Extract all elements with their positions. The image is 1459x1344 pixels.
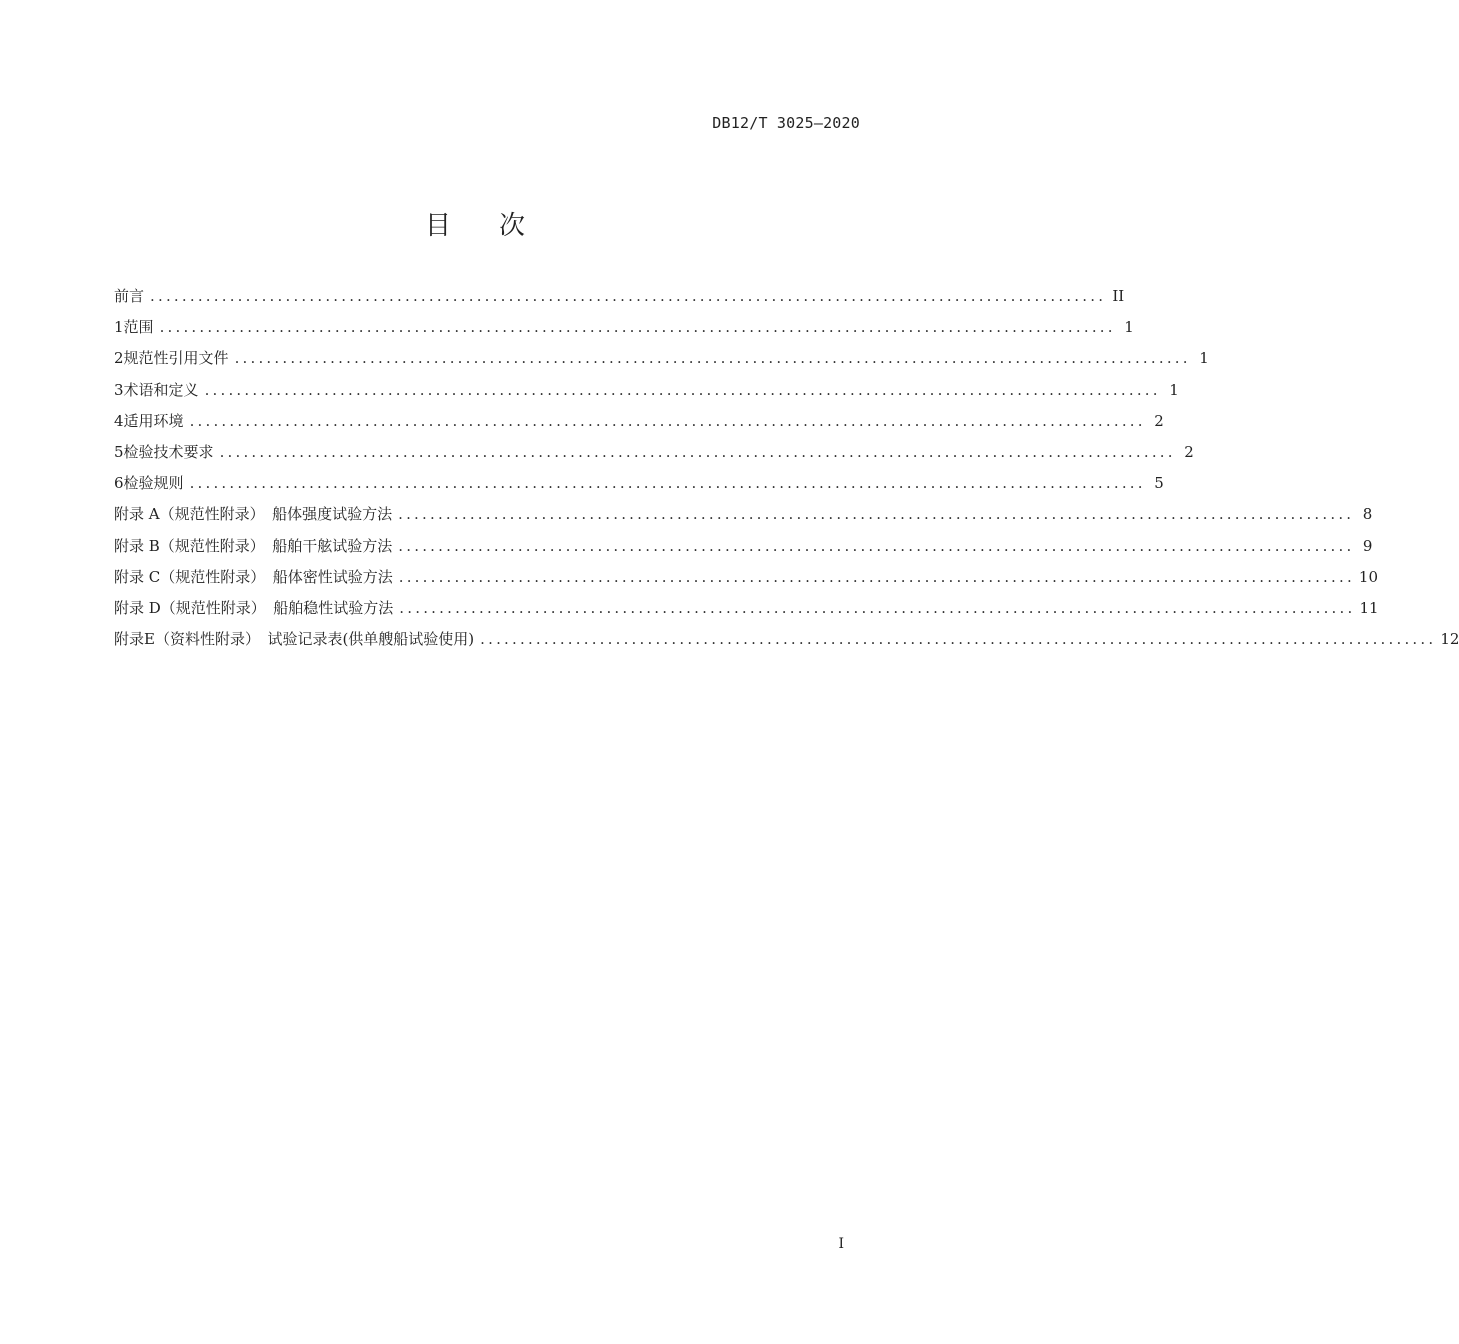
toc-entry-number: 6 bbox=[114, 474, 124, 493]
toc-entry-appendix-b[interactable] bbox=[114, 535, 1373, 566]
toc-leader-dots: ........................................................................................................................ bbox=[189, 411, 1146, 430]
toc-leader-dots: ........................................................................................................................ bbox=[219, 442, 1176, 461]
toc-entry-number: 4 bbox=[114, 411, 124, 430]
toc-leader-dots: ........................................................................................................................ bbox=[234, 349, 1191, 368]
toc-leader-dots: ........................................................................................................................ bbox=[159, 318, 1116, 337]
table-of-contents bbox=[114, 285, 1459, 659]
toc-entry-label: 附录 D（规范性附录） 船舶稳性试验方法 bbox=[114, 598, 394, 617]
toc-leader-dots: ........................................................................................................................ bbox=[189, 474, 1146, 493]
toc-entry-page: 1 bbox=[1199, 349, 1209, 368]
toc-entry-appendix-d[interactable] bbox=[114, 597, 1379, 628]
toc-leader-dots: ........................................................................................................................ bbox=[398, 505, 1355, 524]
toc-entry-foreword[interactable] bbox=[114, 285, 1125, 316]
toc-entry-label: 范围 bbox=[123, 318, 154, 337]
page-number: I bbox=[838, 1236, 844, 1252]
toc-entry-label: 附录 B（规范性附录） 船舶干舷试验方法 bbox=[114, 536, 393, 555]
toc-entry-page: 1 bbox=[1124, 318, 1134, 337]
toc-entry-label: 适用环境 bbox=[123, 411, 184, 430]
toc-entry-page: 12 bbox=[1440, 630, 1459, 649]
toc-entry-environment[interactable] bbox=[114, 410, 1164, 441]
toc-leader-dots: ........................................................................................................................ bbox=[204, 380, 1161, 399]
toc-entry-label: 规范性引用文件 bbox=[123, 349, 229, 368]
toc-entry-label: 附录 A（规范性附录） 船体强度试验方法 bbox=[114, 505, 393, 524]
toc-leader-dots: ........................................................................................................................ bbox=[399, 598, 1356, 617]
toc-entry-page: 11 bbox=[1359, 598, 1379, 617]
toc-entry-page: 1 bbox=[1169, 380, 1179, 399]
toc-leader-dots: ........................................................................................................................ bbox=[398, 567, 1355, 586]
toc-entry-label: 前言 bbox=[114, 287, 145, 305]
toc-entry-page: 2 bbox=[1154, 411, 1164, 430]
toc-entry-inspection-rules[interactable] bbox=[114, 472, 1164, 503]
toc-entry-label: 附录 C（规范性附录） 船体密性试验方法 bbox=[114, 567, 393, 586]
toc-entry-technical-requirements[interactable] bbox=[114, 441, 1194, 472]
toc-entry-label: 附录E（资料性附录） 试验记录表(供单艘船试验使用) bbox=[114, 630, 475, 649]
toc-entry-appendix-a[interactable] bbox=[114, 503, 1373, 534]
toc-entry-terms-definitions[interactable] bbox=[114, 379, 1179, 410]
toc-entry-number: 1 bbox=[114, 318, 124, 337]
toc-entry-appendix-c[interactable] bbox=[114, 566, 1379, 597]
toc-entry-number: 2 bbox=[114, 349, 124, 368]
toc-leader-dots: ........................................................................................................................ bbox=[480, 630, 1437, 649]
document-code: DB12/T 3025—2020 bbox=[712, 114, 860, 132]
toc-entry-number: 3 bbox=[114, 380, 124, 399]
toc-entry-appendix-e[interactable] bbox=[114, 628, 1459, 659]
toc-entry-label: 检验技术要求 bbox=[123, 442, 214, 461]
toc-entry-number: 5 bbox=[114, 442, 124, 461]
toc-entry-page: II bbox=[1112, 287, 1125, 305]
toc-entry-page: 5 bbox=[1154, 474, 1164, 493]
toc-leader-dots: ........................................................................................................................ bbox=[150, 287, 1107, 305]
toc-entry-label: 检验规则 bbox=[123, 474, 184, 493]
toc-entry-normative-references[interactable] bbox=[114, 347, 1209, 378]
toc-entry-page: 8 bbox=[1362, 505, 1373, 524]
toc-leader-dots: ........................................................................................................................ bbox=[398, 536, 1355, 555]
toc-entry-label: 术语和定义 bbox=[123, 380, 199, 399]
toc-entry-page: 9 bbox=[1362, 536, 1373, 555]
toc-entry-scope[interactable] bbox=[114, 316, 1134, 347]
toc-entry-page: 10 bbox=[1358, 567, 1379, 586]
page-title: 目次 bbox=[424, 211, 573, 241]
toc-entry-page: 2 bbox=[1184, 442, 1194, 461]
